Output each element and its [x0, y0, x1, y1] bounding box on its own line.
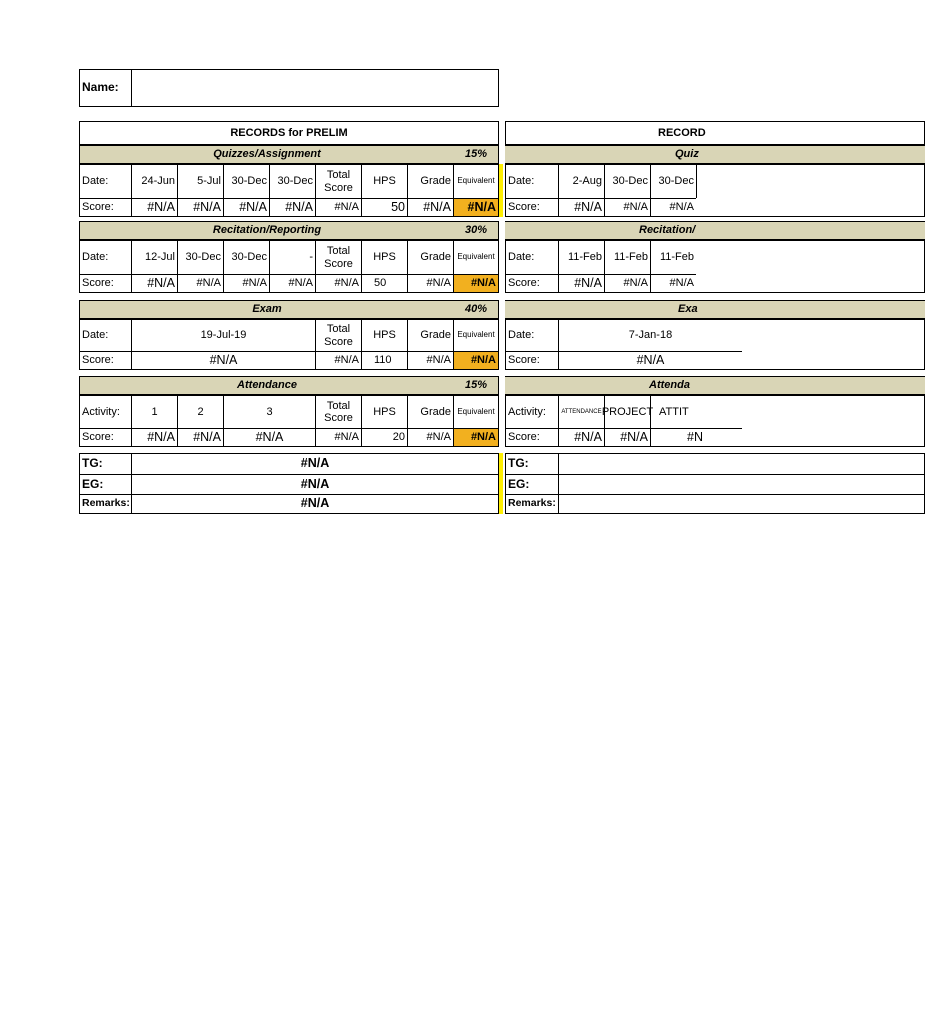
second-tg-label: TG:: [508, 456, 529, 471]
recitation-score-3: #N/A: [223, 274, 269, 292]
recitation-date-3: 30-Dec: [223, 241, 269, 274]
recitation-band: [79, 221, 499, 240]
second-quizzes-score-2: #N/A: [604, 198, 650, 216]
second-recitation-date-3: 11-Feb: [650, 241, 696, 274]
attendance-band: [79, 376, 499, 395]
eg-value: #N/A: [131, 474, 498, 494]
attendance-weight: 15%: [464, 379, 488, 392]
quizzes-date-3: 30-Dec: [223, 165, 269, 198]
recitation-date-4: -: [269, 241, 315, 274]
second-quizzes-heading: Quiz: [675, 148, 699, 161]
second-attendance-band: [505, 376, 925, 395]
quizzes-score-4: #N/A: [269, 198, 315, 216]
attendance-equivalent-label: Equivalent: [453, 396, 498, 428]
second-attendance-score-label: Score:: [506, 428, 558, 446]
exam-equivalent: #N/A: [453, 351, 498, 369]
second-exam-band: [505, 300, 925, 319]
second-recitation-date-label: Date:: [508, 251, 535, 264]
exam-band: [79, 300, 499, 319]
remarks-label: Remarks:: [80, 494, 131, 513]
recitation-grade: #N/A: [407, 274, 453, 292]
attendance-grade-label: Grade: [407, 396, 453, 428]
quizzes-date-1: 24-Jun: [131, 165, 177, 198]
second-remarks-label: Remarks:: [506, 494, 558, 513]
recitation-weight: 30%: [464, 224, 488, 237]
second-records-panel: [505, 121, 706, 515]
quizzes-heading: Quizzes/Assignment: [213, 148, 321, 161]
second-recitation-score-3: #N/A: [650, 274, 696, 292]
recitation-equivalent: #N/A: [453, 274, 498, 292]
quizzes-grade-label: Grade: [407, 165, 453, 198]
recitation-date-label: Date:: [82, 251, 109, 264]
recitation-grade-label: Grade: [407, 241, 453, 274]
recitation-equivalent-label: Equivalent: [453, 241, 498, 274]
attendance-activity-label: Activity:: [82, 405, 120, 418]
tg-value: #N/A: [131, 454, 498, 474]
second-recitation-score-2: #N/A: [604, 274, 650, 292]
second-recitation-band: [505, 221, 925, 240]
name-field[interactable]: [131, 70, 498, 106]
exam-total-score: #N/A: [315, 351, 361, 369]
second-summary: [505, 453, 925, 514]
quizzes-band: [79, 145, 499, 164]
second-attendance-activity-label: Activity:: [508, 405, 546, 418]
second-recitation-date-2: 11-Feb: [604, 241, 650, 274]
exam-hps-label: HPS: [361, 320, 407, 351]
recitation-date-1: 12-Jul: [131, 241, 177, 274]
prelim-summary: [79, 453, 499, 514]
second-recitation-date-1: 11-Feb: [558, 241, 604, 274]
quizzes-score-2: #N/A: [177, 198, 223, 216]
recitation-total-score-label: Total Score: [315, 241, 361, 274]
second-attendance-activity-2: PROJECT: [604, 396, 650, 428]
exam-grade: #N/A: [407, 351, 453, 369]
prelim-title: RECORDS for PRELIM: [230, 126, 348, 139]
exam-hps: 110: [361, 351, 407, 369]
separator-bar-summary: [499, 453, 503, 514]
attendance-total-score: #N/A: [315, 428, 361, 446]
second-tg-value: [558, 454, 924, 474]
recitation-score-2: #N/A: [177, 274, 223, 292]
quizzes-hps: 50: [361, 198, 407, 216]
second-quizzes-date-3: 30-Dec: [650, 165, 696, 198]
attendance-table: [79, 395, 499, 447]
recitation-hps-label: HPS: [361, 241, 407, 274]
second-quizzes-date-2: 30-Dec: [604, 165, 650, 198]
quizzes-equivalent-label: Equivalent: [453, 165, 498, 198]
name-label: Name:: [82, 80, 119, 95]
recitation-hps: 50: [361, 274, 407, 292]
quizzes-hps-label: HPS: [361, 165, 407, 198]
quizzes-score-1: #N/A: [131, 198, 177, 216]
attendance-activity-3: 3: [223, 396, 315, 428]
attendance-activity-2: 2: [177, 396, 223, 428]
recitation-date-2: 30-Dec: [177, 241, 223, 274]
second-quizzes-date-1: 2-Aug: [558, 165, 604, 198]
exam-weight: 40%: [464, 303, 488, 316]
second-title: RECORD: [658, 126, 706, 139]
attendance-heading: Attendance: [237, 379, 297, 392]
second-quizzes-table: [505, 164, 925, 217]
second-quizzes-col-4: [696, 165, 742, 198]
second-title-row: [505, 121, 925, 145]
second-exam-score: #N/A: [558, 351, 742, 369]
recitation-total-score: #N/A: [315, 274, 361, 292]
quizzes-total-score: #N/A: [315, 198, 361, 216]
exam-total-score-label: Total Score: [315, 320, 361, 351]
exam-grade-label: Grade: [407, 320, 453, 351]
attendance-activity-1: 1: [131, 396, 177, 428]
quizzes-score-label: Score:: [80, 198, 131, 216]
attendance-equivalent: #N/A: [453, 428, 498, 446]
recitation-table: [79, 240, 499, 293]
recitation-score-1: #N/A: [131, 274, 177, 292]
quizzes-grade: #N/A: [407, 198, 453, 216]
second-attendance-score-3: #N: [650, 428, 742, 446]
attendance-score-1: #N/A: [131, 428, 177, 446]
exam-date-label: Date:: [82, 329, 109, 342]
quizzes-table: [79, 164, 499, 217]
second-quizzes-date-label: Date:: [508, 175, 535, 188]
second-quizzes-score-3: #N/A: [650, 198, 696, 216]
second-eg-label: EG:: [506, 474, 558, 494]
second-recitation-heading: Recitation/: [639, 224, 696, 237]
attendance-grade: #N/A: [407, 428, 453, 446]
attendance-score-3: #N/A: [223, 428, 315, 446]
second-eg-value: [558, 474, 924, 494]
second-recitation-score-1: #N/A: [558, 274, 604, 292]
second-exam-date: 7-Jan-18: [558, 320, 742, 351]
name-box: [79, 69, 499, 107]
attendance-score-label: Score:: [80, 428, 131, 446]
second-attendance-heading: Attenda: [649, 379, 690, 392]
second-exam-score-label: Score:: [506, 351, 558, 369]
second-remarks-value: [558, 494, 924, 513]
second-attendance-score-1: #N/A: [558, 428, 604, 446]
second-attendance-score-2: #N/A: [604, 428, 650, 446]
eg-label: EG:: [80, 474, 131, 494]
second-exam-table: [505, 319, 925, 370]
second-exam-heading: Exa: [678, 303, 698, 316]
second-exam-date-label: Date:: [508, 329, 535, 342]
prelim-title-row: [79, 121, 499, 145]
quizzes-date-label: Date:: [82, 175, 109, 188]
second-attendance-table: [505, 395, 925, 447]
second-recitation-score-label: Score:: [506, 274, 558, 292]
quizzes-date-4: 30-Dec: [269, 165, 315, 198]
attendance-total-score-label: Total Score: [315, 396, 361, 428]
second-quizzes-score-1: #N/A: [558, 198, 604, 216]
remarks-value: #N/A: [131, 494, 498, 513]
recitation-score-4: #N/A: [269, 274, 315, 292]
attendance-hps-label: HPS: [361, 396, 407, 428]
exam-score-label: Score:: [80, 351, 131, 369]
recitation-score-label: Score:: [80, 274, 131, 292]
attendance-hps: 20: [361, 428, 407, 446]
exam-equivalent-label: Equivalent: [453, 320, 498, 351]
quizzes-score-3: #N/A: [223, 198, 269, 216]
exam-table: [79, 319, 499, 370]
quizzes-weight: 15%: [464, 148, 488, 161]
second-quizzes-score-label: Score:: [506, 198, 558, 216]
quizzes-equivalent: #N/A: [453, 198, 498, 216]
exam-heading: Exam: [252, 303, 282, 316]
second-attendance-activity-3: ATTIT: [650, 396, 742, 428]
second-attendance-activity-1: ATTENDANCE: [558, 396, 604, 428]
separator-bar-quizzes: [499, 164, 503, 217]
recitation-heading: Recitation/Reporting: [212, 224, 322, 237]
second-recitation-table: [505, 240, 925, 293]
quizzes-date-2: 5-Jul: [177, 165, 223, 198]
second-quizzes-band: [505, 145, 925, 164]
exam-date: 19-Jul-19: [131, 320, 315, 351]
attendance-score-2: #N/A: [177, 428, 223, 446]
tg-label: TG:: [82, 456, 103, 471]
quizzes-total-score-label: Total Score: [315, 165, 361, 198]
exam-score: #N/A: [131, 351, 315, 369]
